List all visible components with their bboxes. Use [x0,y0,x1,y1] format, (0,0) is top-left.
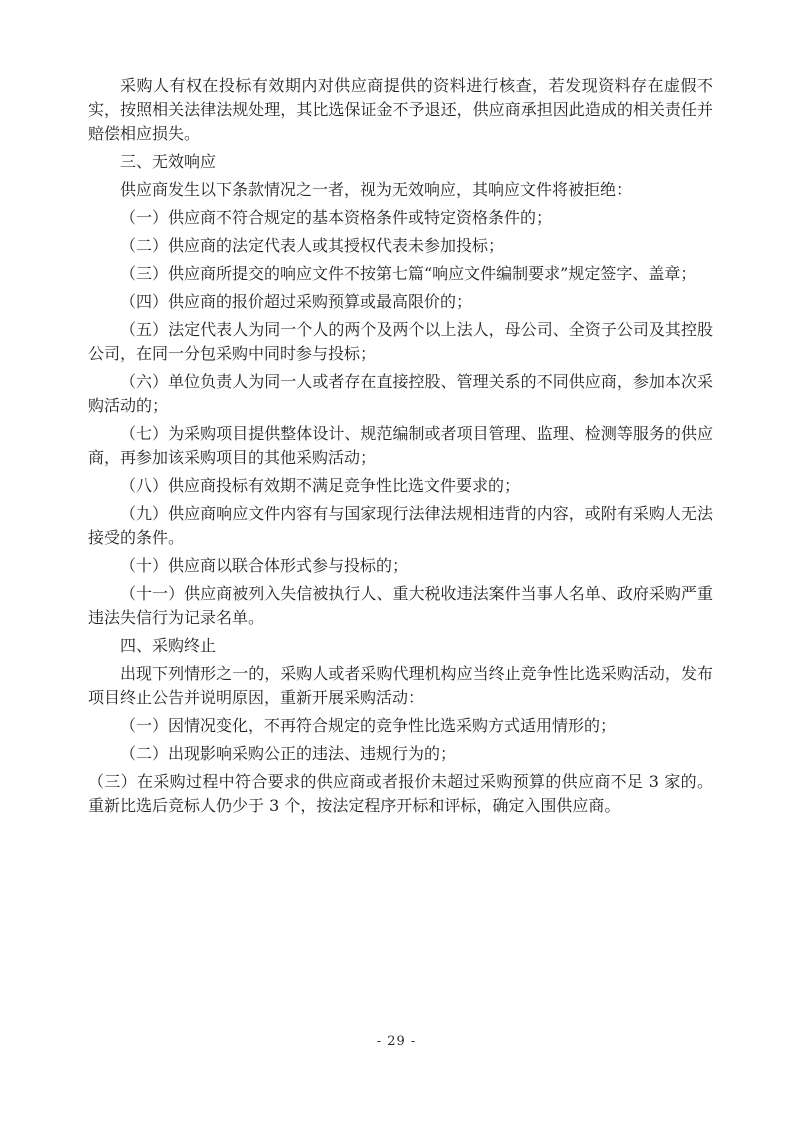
section-heading-procurement-termination: 四、采购终止 [120,636,217,655]
clause-item-11: （十一）供应商被列入失信被执行人、重大税收违法案件当事人名单、政府采购严重违法失信行为记录名单。 [88,584,713,627]
section-heading-invalid-response: 三、无效响应 [120,152,217,171]
clause-item-5: （五）法定代表人为同一个人的两个及两个以上法人，母公司、全资子公司及其控股公司，在同一分包采购中同时参与投标； [88,320,713,363]
clause-item-9: （九）供应商响应文件内容有与国家现行法律法规相违背的内容，或附有采购人无法接受的条件。 [88,504,713,547]
clause-item-2: （二）供应商的法定代表人或其授权代表未参加投标； [120,236,505,255]
paragraph-verification-clause: 采购人有权在投标有效期内对供应商提供的资料进行核查，若发现资料存在虚假不实，按照相关法律法规处理，其比选保证金不予退还，供应商承担因此造成的相关责任并赔偿相应损失。 [88,76,713,143]
clause-item-4: （四）供应商的报价超过采购预算或最高限价的； [120,292,473,311]
document-body [88,74,713,822]
paragraph-termination-intro: 出现下列情形之一的，采购人或者采购代理机构应当终止竞争性比选采购活动，发布项目终止公告并说明原因，重新开展采购活动： [88,664,713,707]
clause-item-1: （一）供应商不符合规定的基本资格条件或特定资格条件的； [120,208,553,227]
termination-item-1: （一）因情况变化，不再符合规定的竞争性比选采购方式适用情形的； [120,716,617,735]
termination-item-3: （三）在采购过程中符合要求的供应商或者报价未超过采购预算的供应商不足 3 家的。重新比选后竞标人仍少于 3 个，按法定程序开标和评标，确定入围供应商。 [88,772,713,815]
paragraph-invalid-response-intro: 供应商发生以下条款情况之一者，视为无效响应，其响应文件将被拒绝： [120,180,633,199]
clause-item-7: （七）为采购项目提供整体设计、规范编制或者项目管理、监理、检测等服务的供应商，再参加该采购项目的其他采购活动； [88,424,713,467]
clause-item-10: （十）供应商以联合体形式参与投标的； [120,556,409,575]
clause-item-3: （三）供应商所提交的响应文件不按第七篇“响应文件编制要求”规定签字、盖章； [120,264,697,283]
clause-item-6: （六）单位负责人为同一人或者存在直接控股、管理关系的不同供应商，参加本次采购活动的； [88,372,713,415]
termination-item-2: （二）出现影响采购公正的违法、违规行为的； [120,744,457,763]
page-number: - 29 - [376,1034,417,1049]
clause-item-8: （八）供应商投标有效期不满足竞争性比选文件要求的； [120,476,521,495]
